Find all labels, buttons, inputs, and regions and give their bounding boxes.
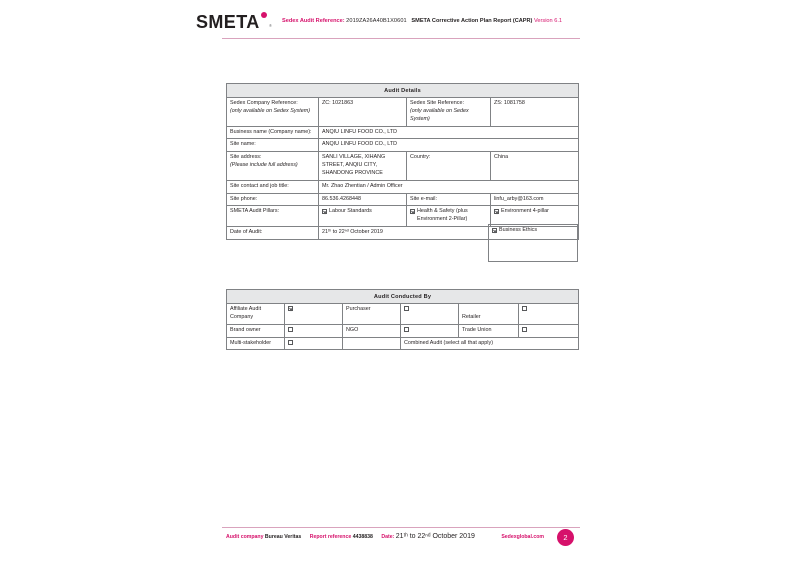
footer-divider (222, 527, 580, 528)
footer-website-link[interactable]: Sedexglobal.com (501, 534, 544, 540)
checkbox-affiliate-audit-company[interactable] (285, 304, 343, 325)
footer-date-value: 21ᵗʰ to 22ⁿᵈ October 2019 (395, 533, 475, 540)
option-label-affiliate-audit-company: Affiliate Audit Company (227, 304, 285, 325)
combined-audit-label: Combined Audit (select all that apply) (401, 337, 579, 350)
pillar-label: Labour Standards (329, 208, 372, 215)
footer-date-label: Date: (381, 534, 395, 540)
sedex-company-reference-value: ZC: 1021863 (319, 98, 407, 126)
site-name-label: Site name: (227, 139, 319, 152)
site-address-note: (Please include full address) (230, 162, 298, 169)
checkbox-icon[interactable] (404, 306, 409, 311)
checkbox-icon[interactable] (522, 327, 527, 332)
option-label-retailer: Retailer (459, 304, 519, 325)
checkbox-multi-stakeholder[interactable] (285, 337, 343, 350)
footer-audit-company-label: Audit company (226, 534, 264, 540)
sedex-site-reference-label: Sedex Site Reference: (410, 100, 464, 107)
site-address-label: Site address: (230, 154, 262, 161)
sedex-company-reference-label: Sedex Company Reference: (230, 100, 298, 107)
audit-reference-value: 2019ZA26A40B1X0601 (346, 18, 407, 24)
header-divider (222, 38, 580, 39)
page-number-badge: 2 (557, 529, 574, 546)
smeta-logo (196, 13, 267, 31)
table-row (227, 139, 579, 152)
pillar-label: Health & Safety (plus Environment 2-Pillar) (417, 208, 468, 223)
site-contact-value: Mr. Zhao Zhentian / Admin Officer (319, 180, 579, 193)
audit-reference-label: Sedex Audit Reference: (282, 18, 345, 24)
smeta-logo-text: SMETA (196, 12, 260, 32)
footer-report-reference-value: 4438838 (352, 534, 373, 540)
table-row (227, 180, 579, 193)
pillar-label: Environment 4-pillar (501, 208, 549, 215)
report-version: Version 6.1 (534, 18, 562, 24)
audit-details-table (226, 83, 579, 240)
site-address-label-cell (227, 152, 319, 180)
option-label-trade-union: Trade Union (459, 324, 519, 337)
report-title: SMETA Corrective Action Plan Report (CAPR) (411, 18, 533, 24)
checkbox-trade-union[interactable] (519, 324, 579, 337)
site-phone-value: 86.536.4268448 (319, 193, 407, 206)
audit-pillars-label: SMETA Audit Pillars: (227, 206, 319, 227)
table-row (227, 324, 579, 337)
table-row (227, 290, 579, 304)
checkbox-icon[interactable] (410, 209, 415, 214)
table-row (227, 84, 579, 98)
checkbox-icon[interactable] (522, 306, 527, 311)
checkbox-icon[interactable] (322, 209, 327, 214)
checkbox-retailer[interactable] (519, 304, 579, 325)
country-label: Country: (407, 152, 491, 180)
site-address-value: SANLI VILLAGE, XIHANG STREET, ANQIU CITY, SHANDONG PROVINCE (319, 152, 407, 180)
table-row (227, 98, 579, 126)
audit-details-title: Audit Details (227, 84, 579, 98)
combined-audit-spacer (343, 337, 401, 350)
checkbox-ngo[interactable] (401, 324, 459, 337)
checkbox-icon[interactable] (288, 306, 293, 311)
smeta-logo-registered-mark: ® (269, 23, 273, 28)
footer-audit-company-value: Bureau Veritas (264, 534, 302, 540)
sedex-site-reference-value: ZS: 1081758 (491, 98, 579, 126)
date-of-audit-label: Date of Audit: (227, 227, 319, 240)
pillar-labour-standards[interactable] (319, 206, 407, 227)
option-label-purchaser: Purchaser (343, 304, 401, 325)
table-row (489, 225, 578, 262)
pillar-health-safety[interactable] (407, 206, 491, 227)
table-row (227, 126, 579, 139)
pillar-business-ethics[interactable] (489, 225, 578, 262)
document-header (196, 8, 586, 42)
checkbox-purchaser[interactable] (401, 304, 459, 325)
option-label-ngo: NGO (343, 324, 401, 337)
date-of-audit-value: 21ᵗʰ to 22ⁿᵈ October 2019 (319, 227, 579, 240)
table-row (227, 193, 579, 206)
pillar-label: Business Ethics (499, 227, 538, 233)
option-label-brand-owner: Brand owner (227, 324, 285, 337)
checkbox-icon[interactable] (494, 209, 499, 214)
site-name-value: ANQIU LINFU FOOD CO., LTD (319, 139, 579, 152)
checkbox-icon[interactable] (492, 228, 497, 233)
table-row (227, 337, 579, 350)
site-email-label: Site e-mail: (407, 193, 491, 206)
audit-conducted-by-title: Audit Conducted By (227, 290, 579, 304)
footer-audit-company (226, 534, 303, 540)
sedex-site-reference-note: (only available on Sedex System) (410, 107, 469, 122)
sedex-company-reference-label-cell (227, 98, 319, 126)
checkbox-icon[interactable] (288, 340, 293, 345)
footer-report-reference-label: Report reference (309, 534, 352, 540)
sedex-site-reference-label-cell (407, 98, 491, 126)
site-phone-label: Site phone: (227, 193, 319, 206)
pillar-business-ethics-table (488, 224, 578, 262)
checkbox-icon[interactable] (404, 327, 409, 332)
country-value: China (491, 152, 579, 180)
table-row (227, 304, 579, 325)
footer-date (381, 534, 475, 540)
sedex-company-reference-note: (only available on Sedex System) (230, 107, 311, 114)
business-name-label: Business name (Company name): (227, 126, 319, 139)
document-footer (226, 533, 586, 553)
site-contact-label: Site contact and job title: (227, 180, 319, 193)
option-label-multi-stakeholder: Multi-stakeholder (227, 337, 285, 350)
header-reference-line (282, 18, 562, 25)
footer-report-reference (310, 534, 375, 540)
checkbox-icon[interactable] (288, 327, 293, 332)
site-email-value: linfu_arby@163.com (491, 193, 579, 206)
table-row (227, 152, 579, 180)
business-name-value: ANQIU LINFU FOOD CO., LTD (319, 126, 579, 139)
smeta-logo-dot-icon (261, 12, 267, 18)
checkbox-brand-owner[interactable] (285, 324, 343, 337)
audit-conducted-by-table (226, 289, 579, 350)
